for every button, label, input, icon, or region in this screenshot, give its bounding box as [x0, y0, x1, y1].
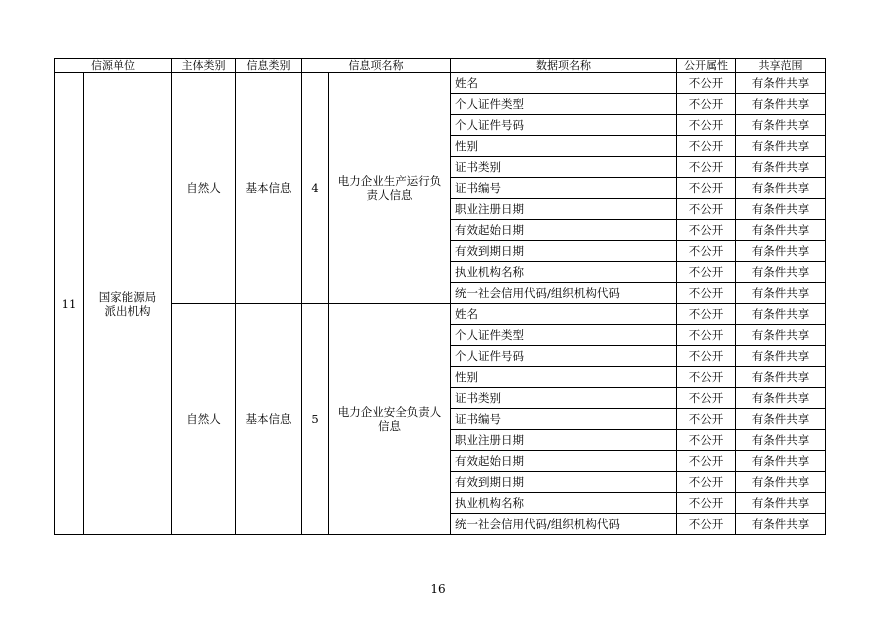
- info-category-cell: 基本信息: [236, 304, 302, 535]
- share-scope: 有条件共享: [736, 241, 826, 262]
- open-attribute: 不公开: [677, 178, 736, 199]
- open-attribute: 不公开: [677, 304, 736, 325]
- open-attribute: 不公开: [677, 220, 736, 241]
- share-scope: 有条件共享: [736, 367, 826, 388]
- data-item-name: 个人证件号码: [451, 115, 677, 136]
- data-item-name: 有效起始日期: [451, 220, 677, 241]
- open-attribute: 不公开: [677, 73, 736, 94]
- open-attribute: 不公开: [677, 283, 736, 304]
- subject-type-cell: 自然人: [172, 304, 236, 535]
- info-category-cell: 基本信息: [236, 73, 302, 304]
- share-scope: 有条件共享: [736, 472, 826, 493]
- info-item-name-cell: 电力企业生产运行负责人信息: [329, 73, 451, 304]
- share-scope: 有条件共享: [736, 514, 826, 535]
- header-share-scope: 共享范围: [736, 59, 826, 73]
- data-item-name: 个人证件号码: [451, 346, 677, 367]
- share-scope: 有条件共享: [736, 157, 826, 178]
- share-scope: 有条件共享: [736, 136, 826, 157]
- row-sequence-number: 11: [55, 73, 84, 535]
- data-item-name: 有效起始日期: [451, 451, 677, 472]
- data-item-name: 统一社会信用代码/组织机构代码: [451, 283, 677, 304]
- share-scope: 有条件共享: [736, 388, 826, 409]
- open-attribute: 不公开: [677, 472, 736, 493]
- share-scope: 有条件共享: [736, 94, 826, 115]
- open-attribute: 不公开: [677, 367, 736, 388]
- share-scope: 有条件共享: [736, 493, 826, 514]
- share-scope: 有条件共享: [736, 304, 826, 325]
- page-number: 16: [430, 582, 446, 596]
- data-item-name: 职业注册日期: [451, 199, 677, 220]
- share-scope: 有条件共享: [736, 178, 826, 199]
- share-scope: 有条件共享: [736, 199, 826, 220]
- share-scope: 有条件共享: [736, 283, 826, 304]
- data-item-name: 统一社会信用代码/组织机构代码: [451, 514, 677, 535]
- info-item-number: 4: [302, 73, 329, 304]
- share-scope: 有条件共享: [736, 220, 826, 241]
- data-item-name: 职业注册日期: [451, 430, 677, 451]
- data-item-name: 姓名: [451, 73, 677, 94]
- header-data-item-name: 数据项名称: [451, 59, 677, 73]
- share-scope: 有条件共享: [736, 262, 826, 283]
- share-scope: 有条件共享: [736, 115, 826, 136]
- open-attribute: 不公开: [677, 325, 736, 346]
- data-item-name: 性别: [451, 367, 677, 388]
- share-scope: 有条件共享: [736, 325, 826, 346]
- share-scope: 有条件共享: [736, 451, 826, 472]
- open-attribute: 不公开: [677, 451, 736, 472]
- data-item-name: 证书编号: [451, 178, 677, 199]
- data-item-name: 性别: [451, 136, 677, 157]
- header-row: [55, 59, 826, 73]
- header-source-unit: 信源单位: [55, 59, 172, 73]
- open-attribute: 不公开: [677, 493, 736, 514]
- subject-type-cell: 自然人: [172, 73, 236, 304]
- data-catalog-table: [54, 58, 826, 535]
- share-scope: 有条件共享: [736, 409, 826, 430]
- data-item-name: 证书类别: [451, 388, 677, 409]
- share-scope: 有条件共享: [736, 346, 826, 367]
- open-attribute: 不公开: [677, 94, 736, 115]
- data-item-name: 执业机构名称: [451, 493, 677, 514]
- data-item-name: 姓名: [451, 304, 677, 325]
- open-attribute: 不公开: [677, 199, 736, 220]
- open-attribute: 不公开: [677, 241, 736, 262]
- info-item-name-cell: 电力企业安全负责人信息: [329, 304, 451, 535]
- header-subject-type: 主体类别: [172, 59, 236, 73]
- source-unit-cell: 国家能源局派出机构: [84, 73, 172, 535]
- open-attribute: 不公开: [677, 430, 736, 451]
- data-item-name: 个人证件类型: [451, 325, 677, 346]
- open-attribute: 不公开: [677, 115, 736, 136]
- open-attribute: 不公开: [677, 262, 736, 283]
- open-attribute: 不公开: [677, 388, 736, 409]
- header-info-item-name: 信息项名称: [302, 59, 451, 73]
- header-info-category: 信息类别: [236, 59, 302, 73]
- data-item-name: 证书编号: [451, 409, 677, 430]
- header-open-attribute: 公开属性: [677, 59, 736, 73]
- data-item-name: 个人证件类型: [451, 94, 677, 115]
- open-attribute: 不公开: [677, 409, 736, 430]
- open-attribute: 不公开: [677, 346, 736, 367]
- table-row: [55, 73, 826, 94]
- share-scope: 有条件共享: [736, 430, 826, 451]
- data-item-name: 执业机构名称: [451, 262, 677, 283]
- open-attribute: 不公开: [677, 157, 736, 178]
- data-item-name: 有效到期日期: [451, 472, 677, 493]
- info-item-number: 5: [302, 304, 329, 535]
- open-attribute: 不公开: [677, 514, 736, 535]
- share-scope: 有条件共享: [736, 73, 826, 94]
- data-item-name: 有效到期日期: [451, 241, 677, 262]
- data-item-name: 证书类别: [451, 157, 677, 178]
- open-attribute: 不公开: [677, 136, 736, 157]
